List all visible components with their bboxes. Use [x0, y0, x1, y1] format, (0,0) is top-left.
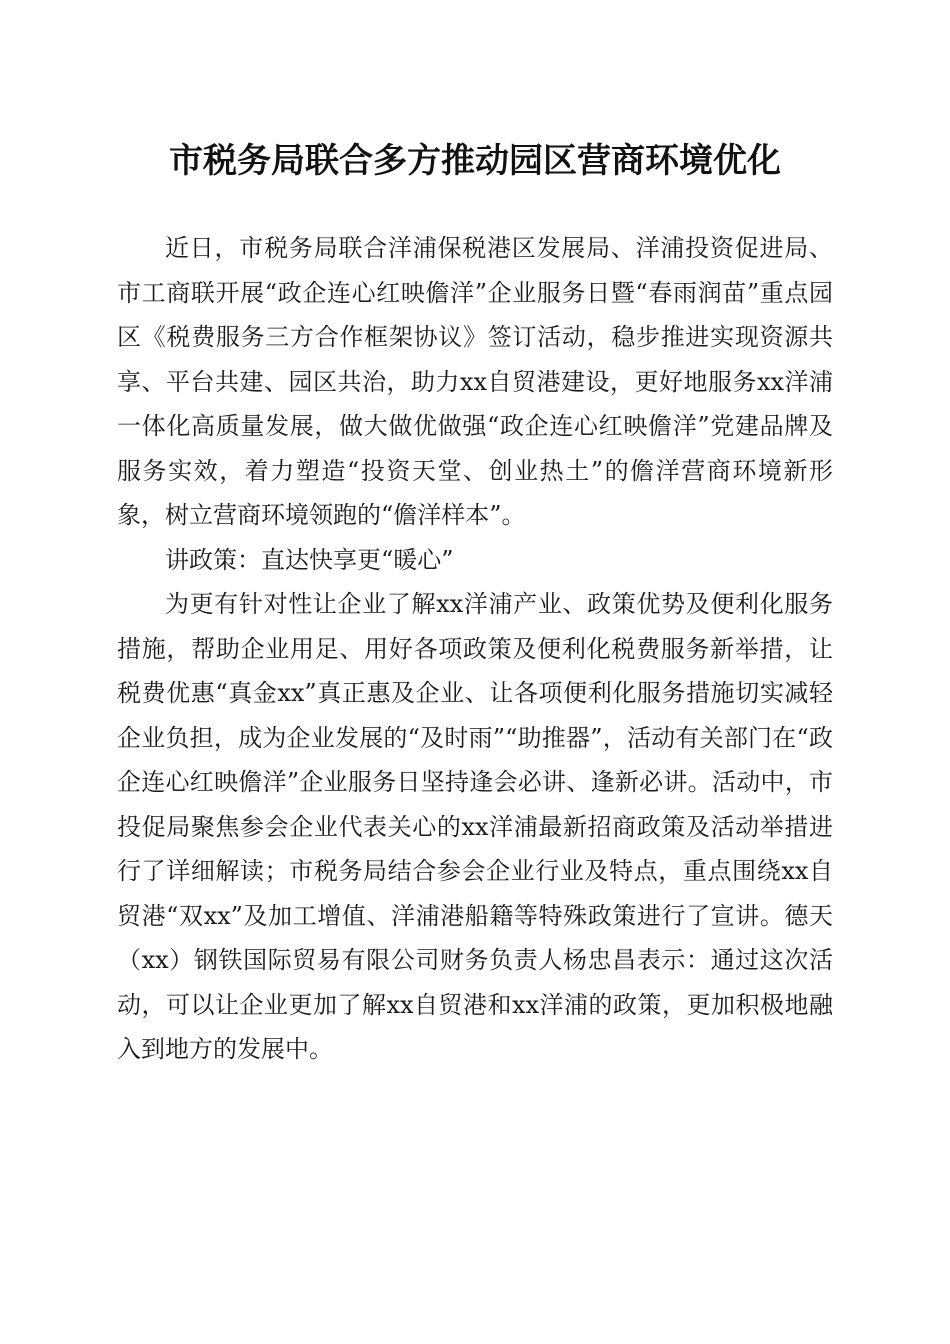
paragraph-intro: 近日，市税务局联合洋浦保税港区发展局、洋浦投资促进局、市工商联开展“政企连心红映儋洋”企业服务日暨“春雨润苗”重点园区《税费服务三方合作框架协议》签订活动，稳步推进实现资源共享、平台共建、园区共治，助力xx自贸港建设，更好地服务xx洋浦一体化高质量发展，做大做优做强“政企连心红映儋洋”党建品牌及服务实效，着力塑造“投资天堂、创业热土”的儋洋营商环境新形象，树立营商环境领跑的“儋洋样本”。	[117, 234, 833, 529]
paragraph-policy: 为更有针对性让企业了解xx洋浦产业、政策优势及便利化服务措施，帮助企业用足、用好各项政策及便利化税费服务新举措，让税费优惠“真金xx”真正惠及企业、让各项便利化服务措施切实减轻企业负担，成为企业发展的“及时雨”“助推器”，活动有关部门在“政企连心红映儋洋”企业服务日坚持逢会必讲、逢新必讲。活动中，市投促局聚焦参会企业代表关心的xx洋浦最新招商政策及活动举措进行了详细解读；市税务局结合参会企业行业及特点，重点围绕xx自贸港“双xx”及加工增值、洋浦港船籍等特殊政策进行了宣讲。德天（xx）钢铁国际贸易有限公司财务负责人杨忠昌表示：通过这次活动，可以让企业更加了解xx自贸港和xx洋浦的政策，更加积极地融入到地方的发展中。	[117, 590, 833, 1063]
document-body	[117, 226, 833, 1072]
page-title: 市税务局联合多方推动园区营商环境优化	[169, 141, 781, 181]
section-heading: 讲政策：直达快享更“暖心”	[165, 545, 454, 574]
